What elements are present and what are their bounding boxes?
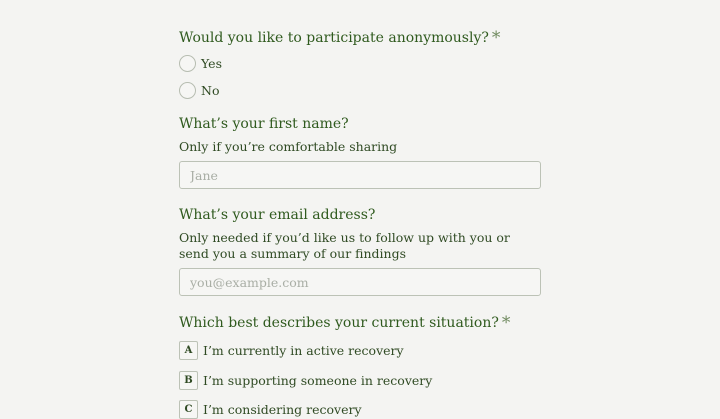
- choice-key-badge: A: [179, 341, 198, 360]
- choice-option-label: I’m supporting someone in recovery: [203, 372, 433, 388]
- choice-key-badge: B: [179, 371, 198, 390]
- radio-option-label: No: [201, 82, 220, 98]
- question-email: What’s your email address?: [179, 207, 376, 223]
- radio-option-yes[interactable]: [179, 53, 222, 73]
- required-asterisk: *: [491, 28, 501, 48]
- first-name-input[interactable]: [179, 161, 541, 189]
- question-first-name: What’s your first name?: [179, 116, 349, 132]
- question-situation: [179, 313, 510, 332]
- radio-circle-icon[interactable]: [179, 55, 196, 72]
- question-situation-text: Which best describes your current situation?: [179, 315, 499, 331]
- question-anonymous-text: Would you like to participate anonymously?: [179, 30, 489, 46]
- required-asterisk: *: [501, 313, 511, 333]
- question-anonymous: [179, 28, 500, 47]
- choice-key-badge: C: [179, 400, 198, 419]
- choice-option-label: I’m currently in active recovery: [203, 342, 404, 358]
- helper-first-name: Only if you’re comfortable sharing: [179, 139, 398, 154]
- choice-option-c[interactable]: [179, 399, 362, 419]
- radio-circle-icon[interactable]: [179, 82, 196, 99]
- radio-option-no[interactable]: [179, 80, 219, 100]
- radio-option-label: Yes: [201, 55, 222, 71]
- helper-email: Only needed if you’d like us to follow up with you or send you a summary of our findings: [179, 230, 510, 261]
- email-input[interactable]: [179, 268, 541, 296]
- choice-option-b[interactable]: [179, 370, 432, 390]
- choice-option-label: I’m considering recovery: [203, 401, 362, 417]
- choice-option-a[interactable]: [179, 340, 404, 360]
